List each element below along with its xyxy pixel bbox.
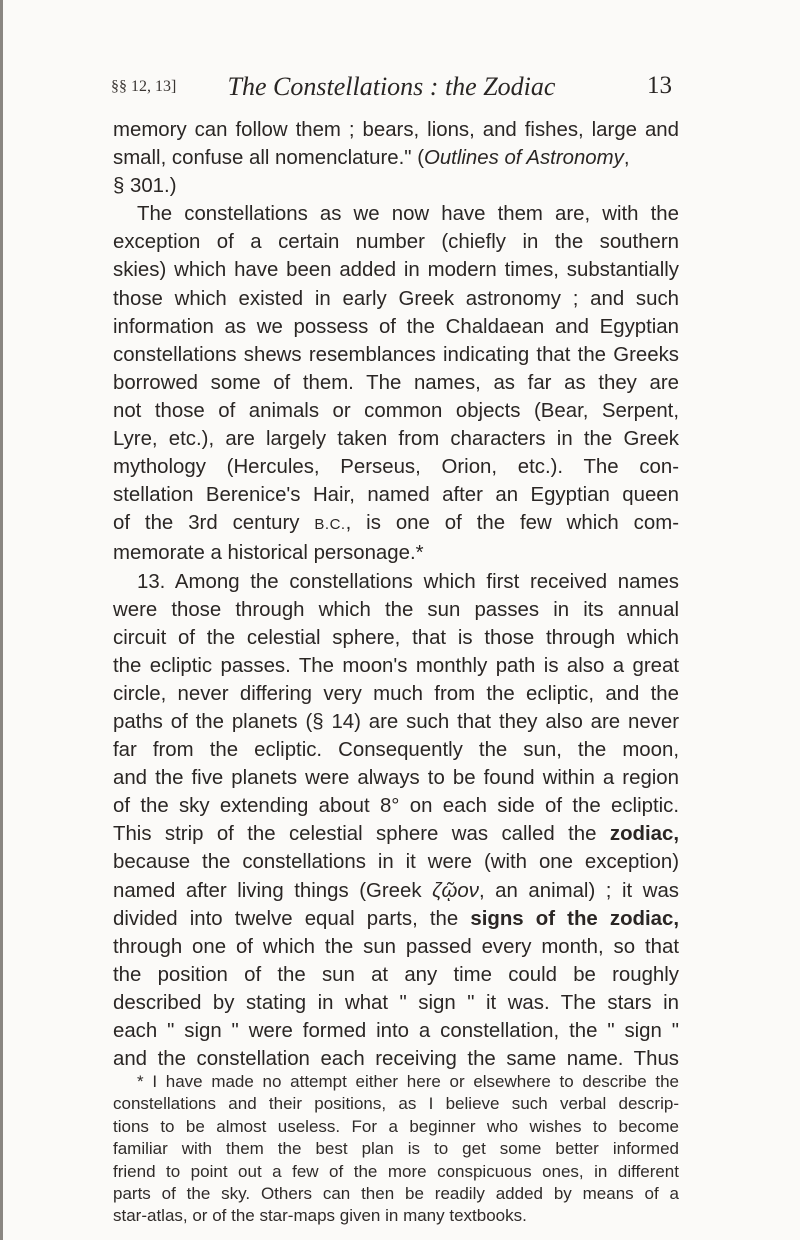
text-line: small, confuse all nomenclature." (Outlines of Astronomy, <box>113 147 630 170</box>
text-line: circle, never differing very much from the ecliptic, and the <box>113 682 679 705</box>
text-line: those which existed in early Greek astronomy ; and such <box>113 287 679 310</box>
text-line: 13. Among the constellations which first received names <box>137 570 679 593</box>
text-line: because the constellations in it were (with one exception) <box>113 851 679 874</box>
footnote-line: constellations and their positions, as I believe such verbal descrip- <box>113 1094 679 1114</box>
text-line: The constellations as we now have them are, with the <box>137 203 679 226</box>
text-line: stellation Berenice's Hair, named after an Egyptian queen <box>113 484 679 507</box>
text-line: borrowed some of them. The names, as far as they are <box>113 371 679 394</box>
text-line: memory can follow them ; bears, lions, and fishes, large and <box>113 119 679 141</box>
body-text <box>113 116 679 1073</box>
page-edge <box>0 0 3 1240</box>
text-line: information as we possess of the Chaldaean and Egyptian <box>113 315 679 338</box>
section-reference: §§ 12, 13] <box>111 78 177 95</box>
footnote-line: friend to point out a few of the more conspicuous ones, in different <box>113 1161 679 1181</box>
footnote-line: star-atlas, or of the star-maps given in many textbooks. <box>113 1206 527 1226</box>
text-line: mythology (Hercules, Perseus, Orion, etc.). The con- <box>113 456 679 479</box>
running-header <box>111 66 672 106</box>
greek-word: ζῷον <box>432 879 479 902</box>
text-line: of the sky extending about 8° on each side of the ecliptic. <box>113 795 679 818</box>
text-line: Lyre, etc.), are largely taken from characters in the Greek <box>113 428 679 451</box>
text-line: circuit of the celestial sphere, that is those through which <box>113 626 679 649</box>
term-signs-of-zodiac: signs of the zodiac, <box>470 907 680 930</box>
text-line: named after living things (Greek ζῷον, an animal) ; it was <box>113 879 680 902</box>
running-title: The Constellations : the Zodiac <box>227 72 556 101</box>
text-line: paths of the planets (§ 14) are such that they also are never <box>113 710 679 733</box>
text-line: and the five planets were always to be found within a region <box>113 767 679 790</box>
term-zodiac: zodiac, <box>609 823 679 846</box>
page-number: 13 <box>647 72 672 99</box>
text-line: not those of animals or common objects (Bear, Serpent, <box>113 399 679 422</box>
text-line: This strip of the celestial sphere was called the zodiac, <box>113 823 679 846</box>
text-line: of the 3rd century B.C., is one of the few which com- <box>113 512 679 535</box>
text-line: memorate a historical personage.* <box>113 542 424 565</box>
text-line: were those through which the sun passes in its annual <box>113 598 679 621</box>
text-line: each " sign " were formed into a constellation, the " sign " <box>113 1020 679 1042</box>
book-title: Outlines of Astronomy <box>423 147 624 170</box>
text-line: divided into twelve equal parts, the signs of the zodiac, <box>113 907 680 930</box>
footnote-line: familiar with them the best plan is to get some better informed <box>113 1139 679 1159</box>
text-line: skies) which have been added in modern times, substantially <box>113 259 679 282</box>
footnote-line: parts of the sky. Others can then be readily added by means of a <box>113 1184 679 1204</box>
text-line: far from the ecliptic. Consequently the sun, the moon, <box>113 739 679 762</box>
text-line: through one of which the sun passed every month, so that <box>113 935 679 958</box>
text-line: exception of a certain number (chiefly in the southern <box>113 231 679 254</box>
text-line: the position of the sun at any time could be roughly <box>113 963 679 986</box>
text-line: and the constellation each receiving the same name. Thus <box>113 1048 679 1071</box>
text-line: § 301.) <box>113 175 177 198</box>
text-line: the ecliptic passes. The moon's monthly path is also a great <box>113 654 679 677</box>
footnote-line: * I have made no attempt either here or elsewhere to describe the <box>137 1072 679 1091</box>
text-line: constellations shews resemblances indicating that the Greeks <box>113 343 679 366</box>
footnote-line: tions to be almost useless. For a beginner who wishes to become <box>113 1116 679 1136</box>
text-line: described by stating in what " sign " it was. The stars in <box>113 991 679 1014</box>
footnote <box>113 1071 679 1228</box>
